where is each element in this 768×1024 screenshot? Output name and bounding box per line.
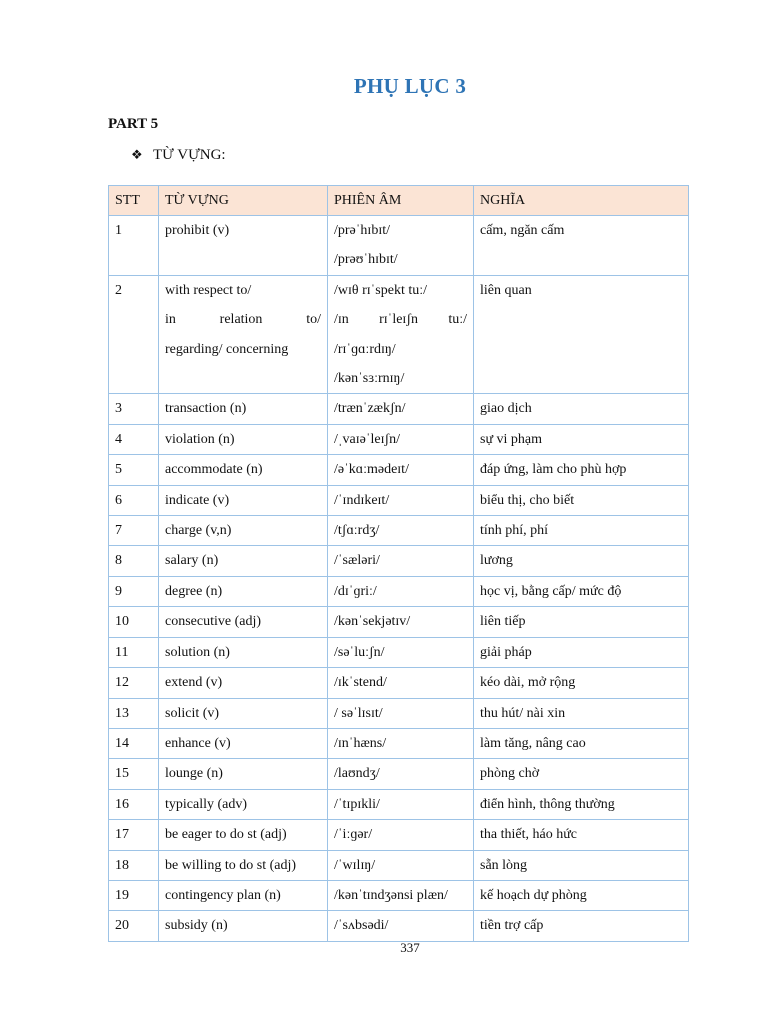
row-word: enhance (v) <box>159 728 328 758</box>
row-meaning: tha thiết, háo hức <box>474 820 689 850</box>
row-word: subsidy (n) <box>159 911 328 941</box>
header-meaning: NGHĨA <box>474 186 689 216</box>
row-word <box>159 275 328 394</box>
section-label: TỪ VỰNG: <box>153 147 226 163</box>
row-word: degree (n) <box>159 576 328 606</box>
ipa-fragment: /ɪn <box>334 312 349 328</box>
row-ipa: /ˌvaɪəˈleɪʃn/ <box>328 424 474 454</box>
row-ipa: /trænˈzækʃn/ <box>328 394 474 424</box>
row-ipa-line <box>334 305 467 334</box>
section-heading <box>131 147 226 164</box>
row-number: 15 <box>109 759 159 789</box>
table-row <box>109 668 689 698</box>
row-meaning: sự vi phạm <box>474 424 689 454</box>
table-row <box>109 789 689 819</box>
row-ipa-line: /wɪθ rɪˈspekt tuː/ <box>334 282 428 298</box>
row-meaning: biểu thị, cho biết <box>474 485 689 515</box>
row-number: 18 <box>109 850 159 880</box>
row-ipa: /ˈiːɡər/ <box>328 820 474 850</box>
row-word: salary (n) <box>159 546 328 576</box>
row-meaning: làm tăng, nâng cao <box>474 728 689 758</box>
row-number: 19 <box>109 880 159 910</box>
row-ipa <box>328 275 474 394</box>
table-row <box>109 637 689 667</box>
row-ipa-line: /kənˈsɜːrnɪŋ/ <box>334 371 405 387</box>
diamond-bullet-icon: ❖ <box>131 147 143 162</box>
page-title: PHỤ LỤC 3 <box>353 74 467 98</box>
row-ipa: /ˈsæləri/ <box>328 546 474 576</box>
table-row <box>109 880 689 910</box>
row-word: indicate (v) <box>159 485 328 515</box>
row-number: 13 <box>109 698 159 728</box>
row-word: transaction (n) <box>159 394 328 424</box>
row-number: 12 <box>109 668 159 698</box>
vocabulary-table <box>108 185 689 942</box>
row-word: accommodate (n) <box>159 455 328 485</box>
row-ipa: /laʊndʒ/ <box>328 759 474 789</box>
row-meaning: cấm, ngăn cấm <box>474 216 689 276</box>
word-fragment: in <box>165 312 176 328</box>
header-stt: STT <box>109 186 159 216</box>
row-word: typically (adv) <box>159 789 328 819</box>
row-number: 20 <box>109 911 159 941</box>
table-row <box>109 485 689 515</box>
row-ipa: /ɪkˈstend/ <box>328 668 474 698</box>
row-ipa: /dɪˈɡriː/ <box>328 576 474 606</box>
table-row <box>109 698 689 728</box>
row-word: violation (n) <box>159 424 328 454</box>
row-meaning: tính phí, phí <box>474 516 689 546</box>
row-meaning: kéo dài, mở rộng <box>474 668 689 698</box>
table-row <box>109 516 689 546</box>
row-ipa: /kənˈsekjətɪv/ <box>328 607 474 637</box>
row-ipa: /ˈɪndɪkeɪt/ <box>328 485 474 515</box>
row-number: 8 <box>109 546 159 576</box>
row-number: 2 <box>109 275 159 394</box>
row-meaning: kế hoạch dự phòng <box>474 880 689 910</box>
row-number: 4 <box>109 424 159 454</box>
page-number: 337 <box>400 940 420 955</box>
row-ipa <box>328 216 474 276</box>
row-ipa: /ˈsʌbsədi/ <box>328 911 474 941</box>
row-number: 5 <box>109 455 159 485</box>
header-ipa: PHIÊN ÂM <box>328 186 474 216</box>
row-meaning: liên quan <box>474 275 689 394</box>
part-heading: PART 5 <box>108 116 159 132</box>
row-meaning: giao dịch <box>474 394 689 424</box>
row-word: solicit (v) <box>159 698 328 728</box>
row-meaning: giải pháp <box>474 637 689 667</box>
row-word: be eager to do st (adj) <box>159 820 328 850</box>
row-ipa: /kənˈtɪndʒənsi plæn/ <box>328 880 474 910</box>
row-word: consecutive (adj) <box>159 607 328 637</box>
row-word-line: with respect to/ <box>165 282 252 298</box>
row-word-line: regarding/ concerning <box>165 341 289 357</box>
row-word: lounge (n) <box>159 759 328 789</box>
row-number: 11 <box>109 637 159 667</box>
row-ipa: /ɪnˈhæns/ <box>328 728 474 758</box>
row-meaning: thu hút/ nài xin <box>474 698 689 728</box>
table-row <box>109 455 689 485</box>
table-row <box>109 546 689 576</box>
row-meaning: tiền trợ cấp <box>474 911 689 941</box>
word-fragment: relation <box>219 312 263 328</box>
table-row <box>109 850 689 880</box>
table-row <box>109 607 689 637</box>
row-number: 9 <box>109 576 159 606</box>
row-word: solution (n) <box>159 637 328 667</box>
row-ipa-line: /prəʊˈhɪbɪt/ <box>334 252 398 268</box>
row-ipa: /ˈtɪpɪkli/ <box>328 789 474 819</box>
table-row <box>109 216 689 276</box>
row-meaning: sẵn lòng <box>474 850 689 880</box>
row-ipa-line: /prəˈhɪbɪt/ <box>334 223 390 238</box>
row-meaning: đáp ứng, làm cho phù hợp <box>474 455 689 485</box>
row-ipa: /səˈluːʃn/ <box>328 637 474 667</box>
table-row <box>109 424 689 454</box>
row-number: 10 <box>109 607 159 637</box>
row-ipa: /əˈkɑːmədeɪt/ <box>328 455 474 485</box>
row-meaning: học vị, bằng cấp/ mức độ <box>474 576 689 606</box>
row-meaning: liên tiếp <box>474 607 689 637</box>
table-row <box>109 275 689 394</box>
word-fragment: to/ <box>306 312 321 328</box>
table-row <box>109 394 689 424</box>
table-header-row <box>109 186 689 216</box>
row-word: extend (v) <box>159 668 328 698</box>
row-word: be willing to do st (adj) <box>159 850 328 880</box>
table-row <box>109 728 689 758</box>
row-word: charge (v,n) <box>159 516 328 546</box>
table-row <box>109 820 689 850</box>
row-meaning: lương <box>474 546 689 576</box>
row-number: 16 <box>109 789 159 819</box>
table-row <box>109 759 689 789</box>
table-row <box>109 576 689 606</box>
row-number: 3 <box>109 394 159 424</box>
ipa-fragment: rɪˈleɪʃn <box>379 312 418 328</box>
row-number: 6 <box>109 485 159 515</box>
row-meaning: phòng chờ <box>474 759 689 789</box>
row-number: 14 <box>109 728 159 758</box>
table-row <box>109 911 689 941</box>
row-word: prohibit (v) <box>159 216 328 276</box>
row-meaning: điển hình, thông thường <box>474 789 689 819</box>
row-number: 1 <box>109 216 159 276</box>
row-word-line <box>165 305 321 334</box>
ipa-fragment: tuː/ <box>448 312 467 328</box>
row-ipa-line: /rɪˈɡɑːrdɪŋ/ <box>334 341 396 357</box>
row-ipa: /tʃɑːrdʒ/ <box>328 516 474 546</box>
row-ipa: / səˈlɪsɪt/ <box>328 698 474 728</box>
header-word: TỪ VỰNG <box>159 186 328 216</box>
row-number: 7 <box>109 516 159 546</box>
row-ipa: /ˈwɪlɪŋ/ <box>328 850 474 880</box>
row-word: contingency plan (n) <box>159 880 328 910</box>
row-number: 17 <box>109 820 159 850</box>
